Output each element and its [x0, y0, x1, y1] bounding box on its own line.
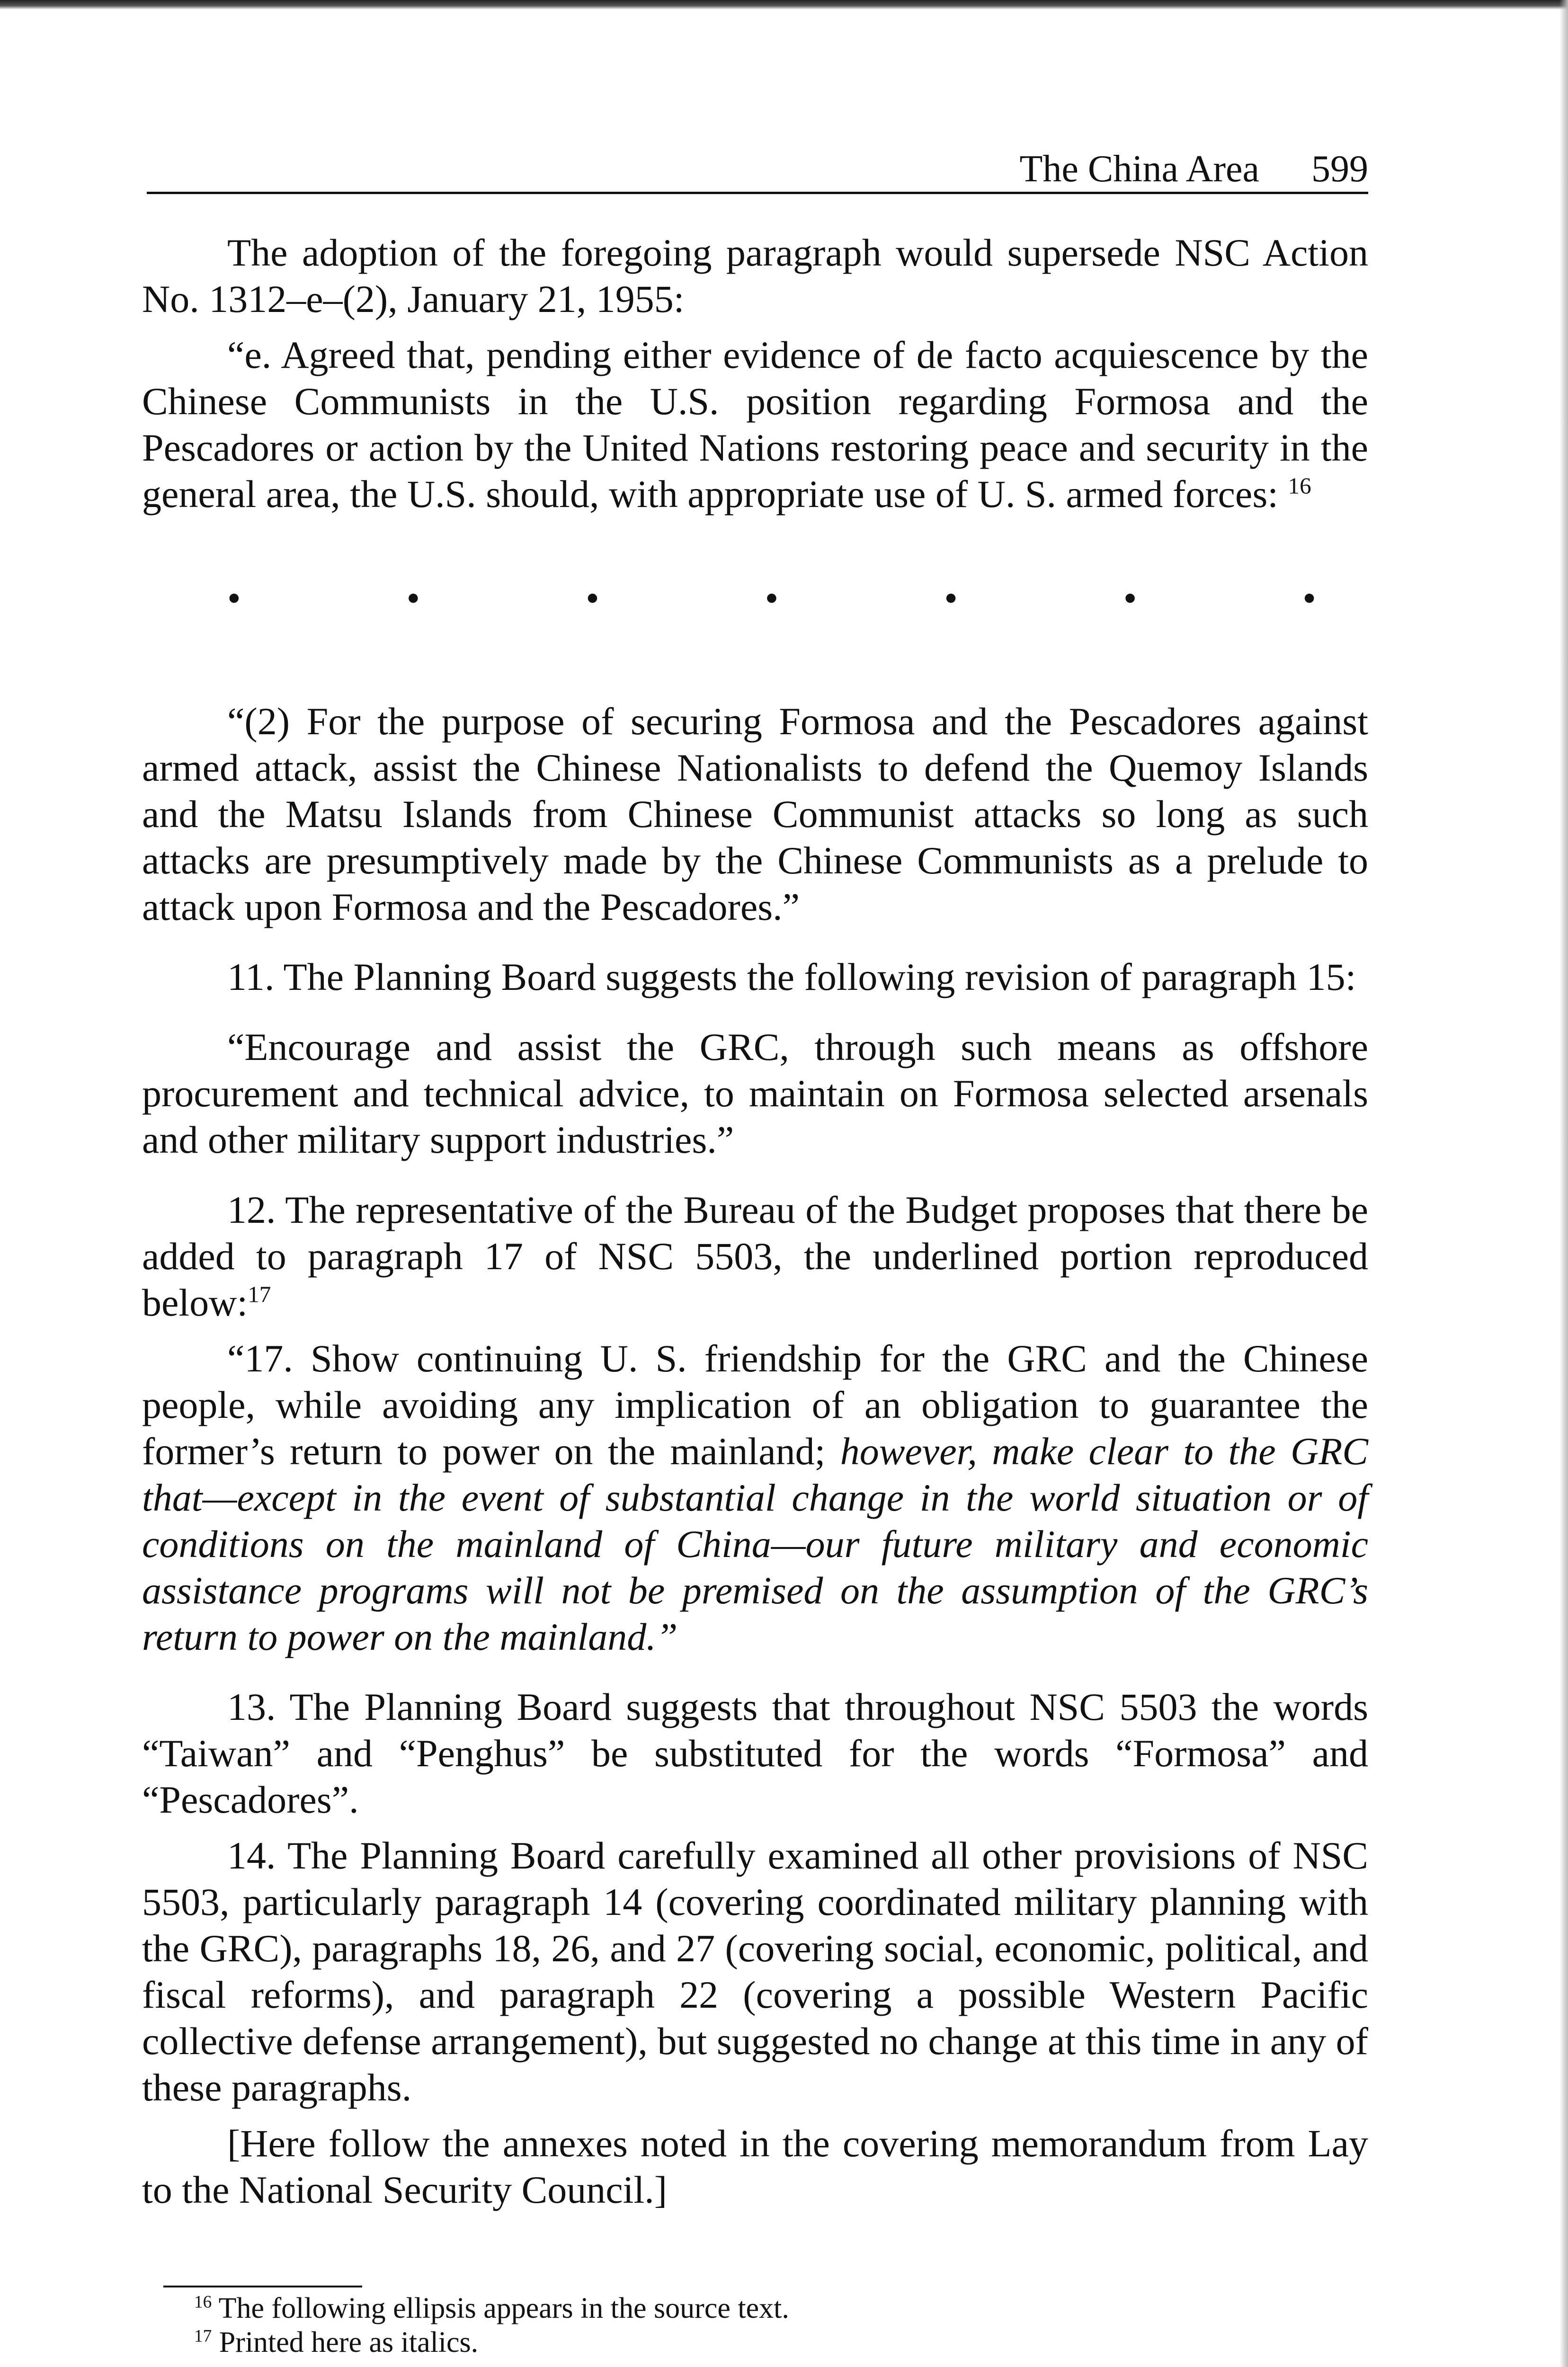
ellipsis-dot: •	[227, 577, 241, 620]
ellipsis-dot: •	[1123, 577, 1137, 620]
running-head	[1020, 150, 1368, 188]
quote-item-2: “(2) For the purpose of securing Formosa and the Pescadores against armed attack, assist the Chinese Nationalists to defend the Quemoy Islands and the Matsu Islands from Chinese Communist attacks so long as such attacks are presumptively made by the Chinese Communists as a prelude to attack upon Formosa and the Pescadores.”	[142, 700, 1368, 928]
main-text	[142, 230, 1368, 2237]
quote-e-agreed	[142, 332, 1368, 517]
ellipsis-row	[142, 579, 1368, 618]
ellipsis-dot: •	[765, 577, 779, 620]
footnotes	[194, 2291, 1330, 2359]
footnote-divider	[163, 2286, 362, 2287]
quote-e-text: “e. Agreed that, pending either evidence of de facto acquiescence by the Chinese Communists in the U.S. position regarding Formosa and the Pescadores or action by the United Nations restoring peace and security in the general area, the U.S. should, with appropriate use of U. S. armed forces:	[142, 333, 1368, 516]
page-header	[147, 135, 1368, 194]
ellipsis-dot: •	[586, 577, 599, 620]
editor-note: [Here follow the annexes noted in the covering memorandum from Lay to the National Security Council.]	[142, 2122, 1368, 2211]
quote-encourage-grc: “Encourage and assist the GRC, through such means as offshore procurement and technical advice, to maintain on Formosa selected arsenals and other military support industries.”	[142, 1025, 1368, 1161]
footnote-text: The following ellipsis appears in the source text.	[218, 2292, 789, 2324]
footnote-ref-17: 17	[248, 1281, 271, 1308]
paragraph-11: 11. The Planning Board suggests the following revision of paragraph 15:	[227, 955, 1356, 998]
footnote-number: 17	[194, 2326, 212, 2346]
page-number: 599	[1311, 148, 1368, 190]
footnote-text: Printed here as italics.	[219, 2326, 479, 2358]
footnote-ref-16: 16	[1288, 472, 1311, 499]
running-title: The China Area	[1019, 148, 1259, 190]
ellipsis-dot: •	[406, 577, 420, 620]
footnote-number: 16	[194, 2292, 212, 2312]
ellipsis-dot: •	[944, 577, 958, 620]
quote-item-17	[142, 1335, 1368, 1660]
footnote-17	[194, 2325, 1330, 2359]
paragraph-14: 14. The Planning Board carefully examined all other provisions of NSC 5503, particularly paragraph 14 (covering coordinated military planning with the GRC), paragraphs 18, 26, and 27 (covering social, economic, political, and fiscal reforms), and paragraph 22 (covering a possible Western Pacific collective defense arrangement), but suggested no change at this time in any of these paragraphs.	[142, 1834, 1368, 2109]
scan-right-edge	[1559, 0, 1568, 2367]
quote-17-roman: “17. Show continuing U. S. friendship for the GRC and the Chinese people, while avoiding any implication of an obligation to guarantee the former’s return to power on the mainland;	[142, 1337, 1368, 1473]
footnote-16	[194, 2291, 1330, 2325]
paragraph-intro: The adoption of the foregoing paragraph would supersede NSC Action No. 1312–e–(2), January 21, 1955:	[142, 231, 1368, 320]
paragraph-13: 13. The Planning Board suggests that throughout NSC 5503 the words “Taiwan” and “Penghus” be substituted for the words “Formosa” and “Pescadores”.	[142, 1685, 1368, 1821]
paragraph-12	[142, 1187, 1368, 1326]
paragraph-12-text: 12. The representative of the Bureau of the Budget proposes that there be added to paragraph 17 of NSC 5503, the underlined portion reproduced below:	[142, 1188, 1368, 1324]
ellipsis-dot: •	[1302, 577, 1316, 620]
quote-17-italic: however, make clear to the GRC that—except in the event of substantial change in the world situation or of conditions on the mainland of China—our future military and economic assistance programs will not be premised on the assumption of the GRC’s return to power on the mainland.”	[142, 1430, 1369, 1658]
scan-top-edge	[0, 0, 1568, 9]
